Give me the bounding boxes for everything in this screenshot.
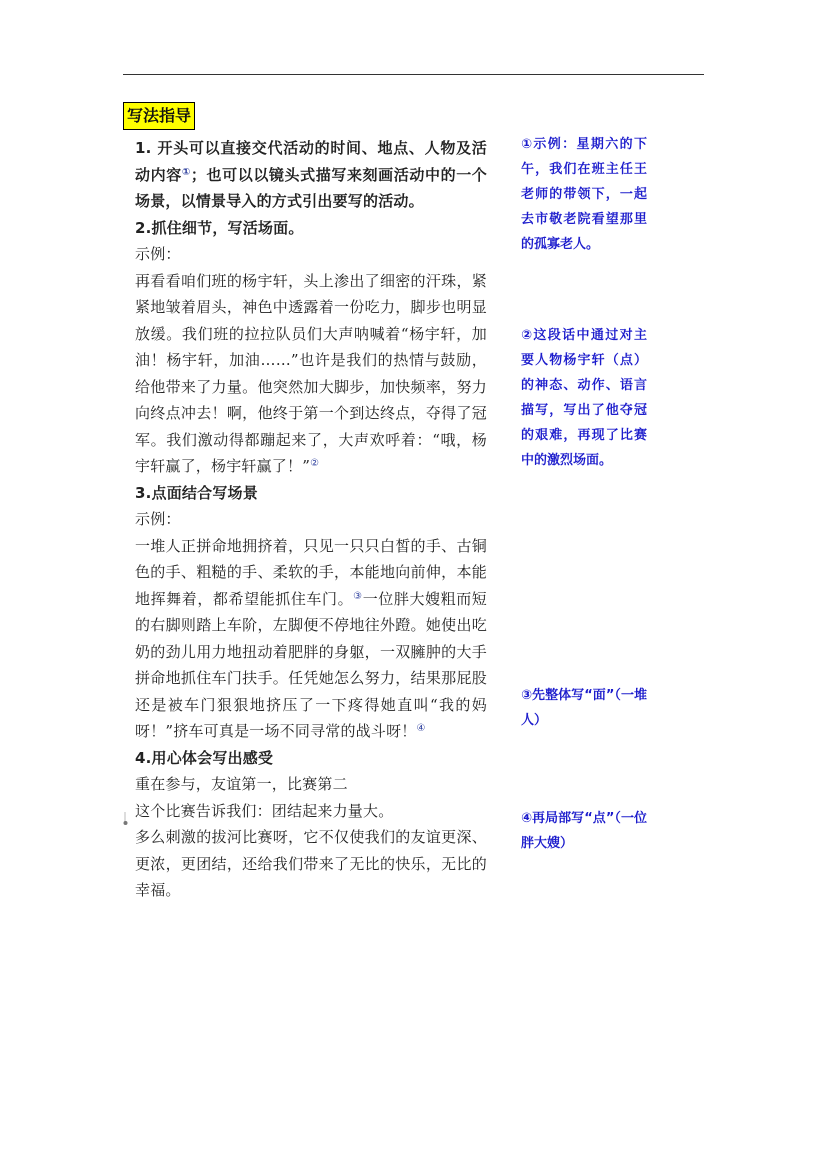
section1-title-b: ；也可以以镜头式描写来刻画活动中的一个场景，以情景导入的方式引出要写的活动。 <box>135 165 487 210</box>
section3-example-label: 示例： <box>135 510 181 528</box>
annotation-3: ③先整体写“面”（一堆人） <box>521 688 647 728</box>
footnote-mark-1: ① <box>181 166 191 178</box>
section2-example-label: 示例： <box>135 245 181 263</box>
main-column <box>135 135 487 904</box>
footnote-mark-2: ② <box>310 458 320 469</box>
comment-anchor-icon <box>123 812 128 826</box>
annotation-4: ④再局部写“点”（一位胖大嫂） <box>521 811 647 851</box>
section4-line1: 重在参与，友谊第一，比赛第二 <box>135 775 348 793</box>
footnote-mark-4: ④ <box>416 723 426 734</box>
section1-heading <box>135 135 487 215</box>
section2-heading: 2.抓住细节，写活场面。 <box>135 218 304 237</box>
header-rule <box>123 74 704 75</box>
section4-heading: 4.用心体会写出感受 <box>135 748 274 767</box>
section2-paragraph <box>135 268 487 480</box>
section3-paragraph <box>135 533 487 745</box>
section3-heading: 3.点面结合写场景 <box>135 483 258 502</box>
section2-text: 再看看咱们班的杨宇轩，头上渗出了细密的汗珠，紧紧地皱着眉头，神色中透露着一份吃力，脚步也明显放缓。我们班的拉拉队员们大声呐喊着“杨宇轩，加油！杨宇轩，加油……”也许是我们的热情与鼓励，给他带来了力量。他突然加大脚步，加快频率，努力向终点冲去！啊，他终于第一个到达终点，夺得了冠军。我们激动得都蹦起来了，大声欢呼着：“哦，杨宇轩赢了，杨宇轩赢了！” <box>135 271 487 475</box>
footnote-mark-3: ③ <box>353 590 363 602</box>
section3-text-b: 一位胖大嫂粗而短的右脚则踏上车阶，左脚便不停地往外蹬。她使出吃奶的劲儿用力地扭动着肥胖的身躯，一双臃肿的大手拼命地抓住车门扶手。任凭她怎么努力，结果那屁股还是被车门狠狠地挤压了一下疼得她直叫“我的妈呀！”挤车可真是一场不同寻常的战斗呀！ <box>135 589 487 740</box>
section3-text-a: 一堆人正拼命地拥挤着，只见一只只白皙的手、古铜色的手、粗糙的手、柔软的手，本能地向前伸，本能地挥舞着，都希望能抓住车门。 <box>135 536 487 608</box>
annotation-2: ②这段话中通过对主要人物杨宇轩（点）的神态、动作、语言描写，写出了他夺冠的艰难，再现了比赛中的激烈场面。 <box>521 328 647 468</box>
section-tag: 写法指导 <box>123 102 195 130</box>
section4-line3: 多么刺激的拔河比赛呀，它不仅使我们的友谊更深、更浓，更团结，还给我们带来了无比的快乐，无比的幸福。 <box>135 828 487 899</box>
section1-title-a: 1. 开头可以直接交代活动的时间、地点、人物及活动内容 <box>135 139 487 184</box>
section4-line2: 这个比赛告诉我们：团结起来力量大。 <box>135 801 394 820</box>
annotation-1: ①示例：星期六的下午，我们在班主任王老师的带领下，一起去市敬老院看望那里的孤寡老人。 <box>521 137 647 252</box>
